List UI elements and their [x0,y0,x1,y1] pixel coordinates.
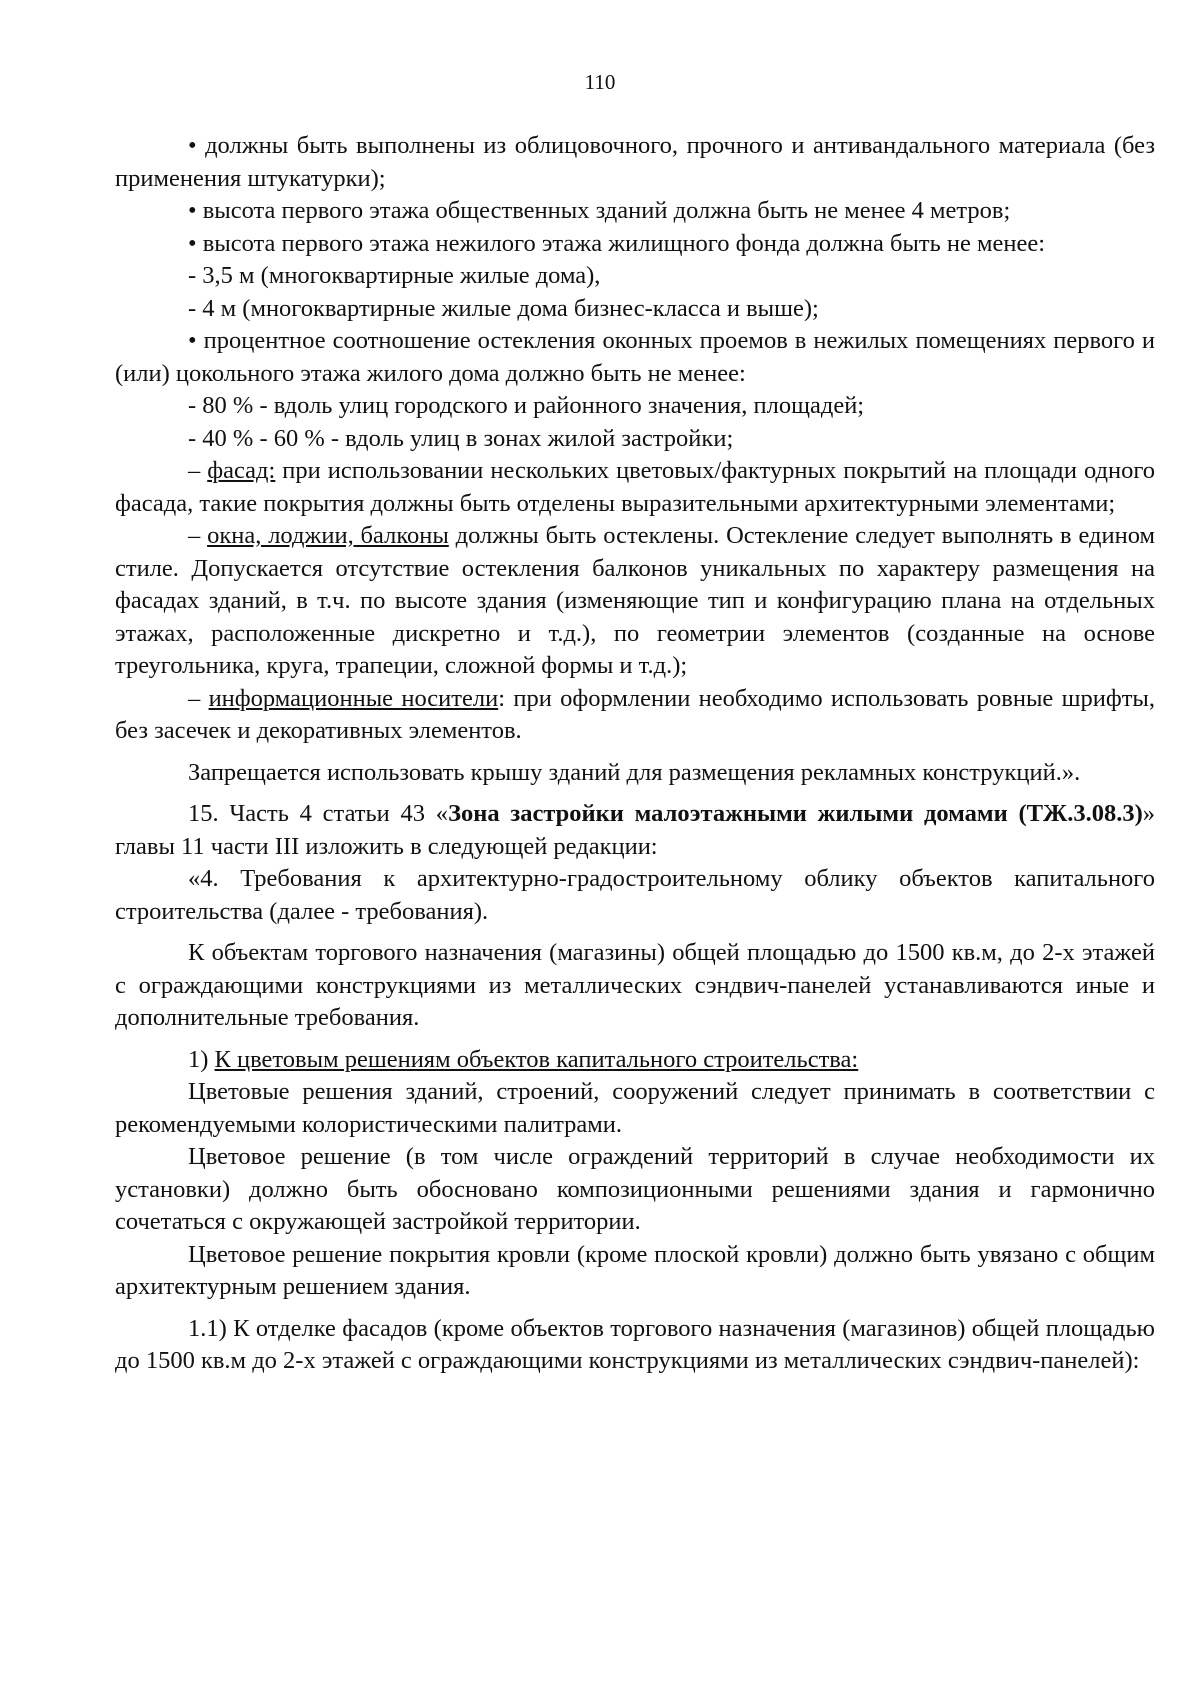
facade-finishing-heading: 1.1) К отделке фасадов (кроме объектов торгового назначения (магазинов) общей площадью до 1500 кв.м до 2-х этажей с ограждающими конструкциями из металлических сэндвич-панелей): [115,1314,1155,1374]
bullet-glazing-ratio: • процентное соотношение остекления оконных проемов в нежилых помещениях первого и (или) цокольного этажа жилого дома должно быть не менее: [115,327,1155,387]
page-number: 110 [584,70,616,94]
info-carriers-requirement: – информационные носители: при оформлении необходимо использовать ровные шрифты, без засечек и декоративных элементов. [115,684,1155,744]
bullet-non-residential-floor-height: • высота первого этажа нежилого этажа жилищного фонда должна быть не менее: [188,229,1046,257]
color-solutions-heading: 1) К цветовым решениям объектов капитального строительства: [188,1045,859,1073]
amendment-item-15: 15. Часть 4 статьи 43 «Зона застройки малоэтажными жилыми домами (ТЖ.3.08.3)» главы 11 части III изложить в следующей редакции: [115,800,1155,860]
windows-balconies-term: окна, лоджии, балконы [207,522,449,549]
facade-requirement: – фасад: при использовании нескольких цветовых/фактурных покрытий на площади одного фасада, такие покрытия должны быть отделены выразительными архитектурными элементами; [115,457,1156,517]
roof-advertising-prohibition: Запрещается использовать крышу зданий для размещения рекламных конструкций.». [188,758,1081,786]
bullet-cladding-material: • должны быть выполнены из облицовочного, прочного и антивандального материала (без применения штукатурки); [115,132,1155,192]
color-palettes-paragraph: Цветовые решения зданий, строений, сооружений следует принимать в соответствии с рекомендуемыми колористическими палитрами. [115,1078,1155,1138]
glazing-item-city-streets: - 80 % - вдоль улиц городского и районного значения, площадей; [188,392,865,419]
retail-objects-note: К объектам торгового назначения (магазины) общей площадью до 1500 кв.м, до 2-х этажей с ограждающими конструкциями из металлических сэндвич-панелей устанавливаются иные и дополнительные требования. [115,939,1155,1031]
color-solutions-term: К цветовым решениям объектов капитального строительства: [214,1045,859,1073]
facade-term: фасад: [207,457,276,484]
glazing-item-residential-zones: - 40 % - 60 % - вдоль улиц в зонах жилой застройки; [188,424,734,452]
zone-title: Зона застройки малоэтажными жилыми домами (ТЖ.3.08.3) [448,800,1143,827]
document-body [115,130,1155,1378]
windows-balconies-requirement: – окна, лоджии, балконы должны быть остеклены. Остекление следует выполнять в едином стиле. Допускается отсутствие остекления балконов уникальных по характеру размещения на фасадах зданий, в т.ч. по высоте здания (изменяющие тип и конфигурацию плана на отдельных этажах, расположенные дискретно и т.д.), по геометрии элементов (созданные на основе треугольника, круга, трапеции, сложной формы и т.д.); [115,522,1155,679]
height-item-business-class: - 4 м (многоквартирные жилые дома бизнес-класса и выше); [188,294,819,322]
requirements-heading: «4. Требования к архитектурно-градостроительному облику объектов капитального строительства (далее - требования). [115,865,1155,925]
info-carriers-term: информационные носители [208,684,499,712]
color-justification-paragraph: Цветовое решение (в том числе ограждений территорий в случае необходимости их установки) должно быть обосновано композиционными решениями здания и гармонично сочетаться с окружающей застройкой территории. [115,1143,1155,1235]
height-item-apartment: - 3,5 м (многоквартирные жилые дома), [188,262,601,289]
bullet-public-building-height: • высота первого этажа общественных зданий должна быть не менее 4 метров; [188,197,1011,224]
roof-color-paragraph: Цветовое решение покрытия кровли (кроме плоской кровли) должно быть увязано с общим архитектурным решением здания. [115,1240,1155,1300]
